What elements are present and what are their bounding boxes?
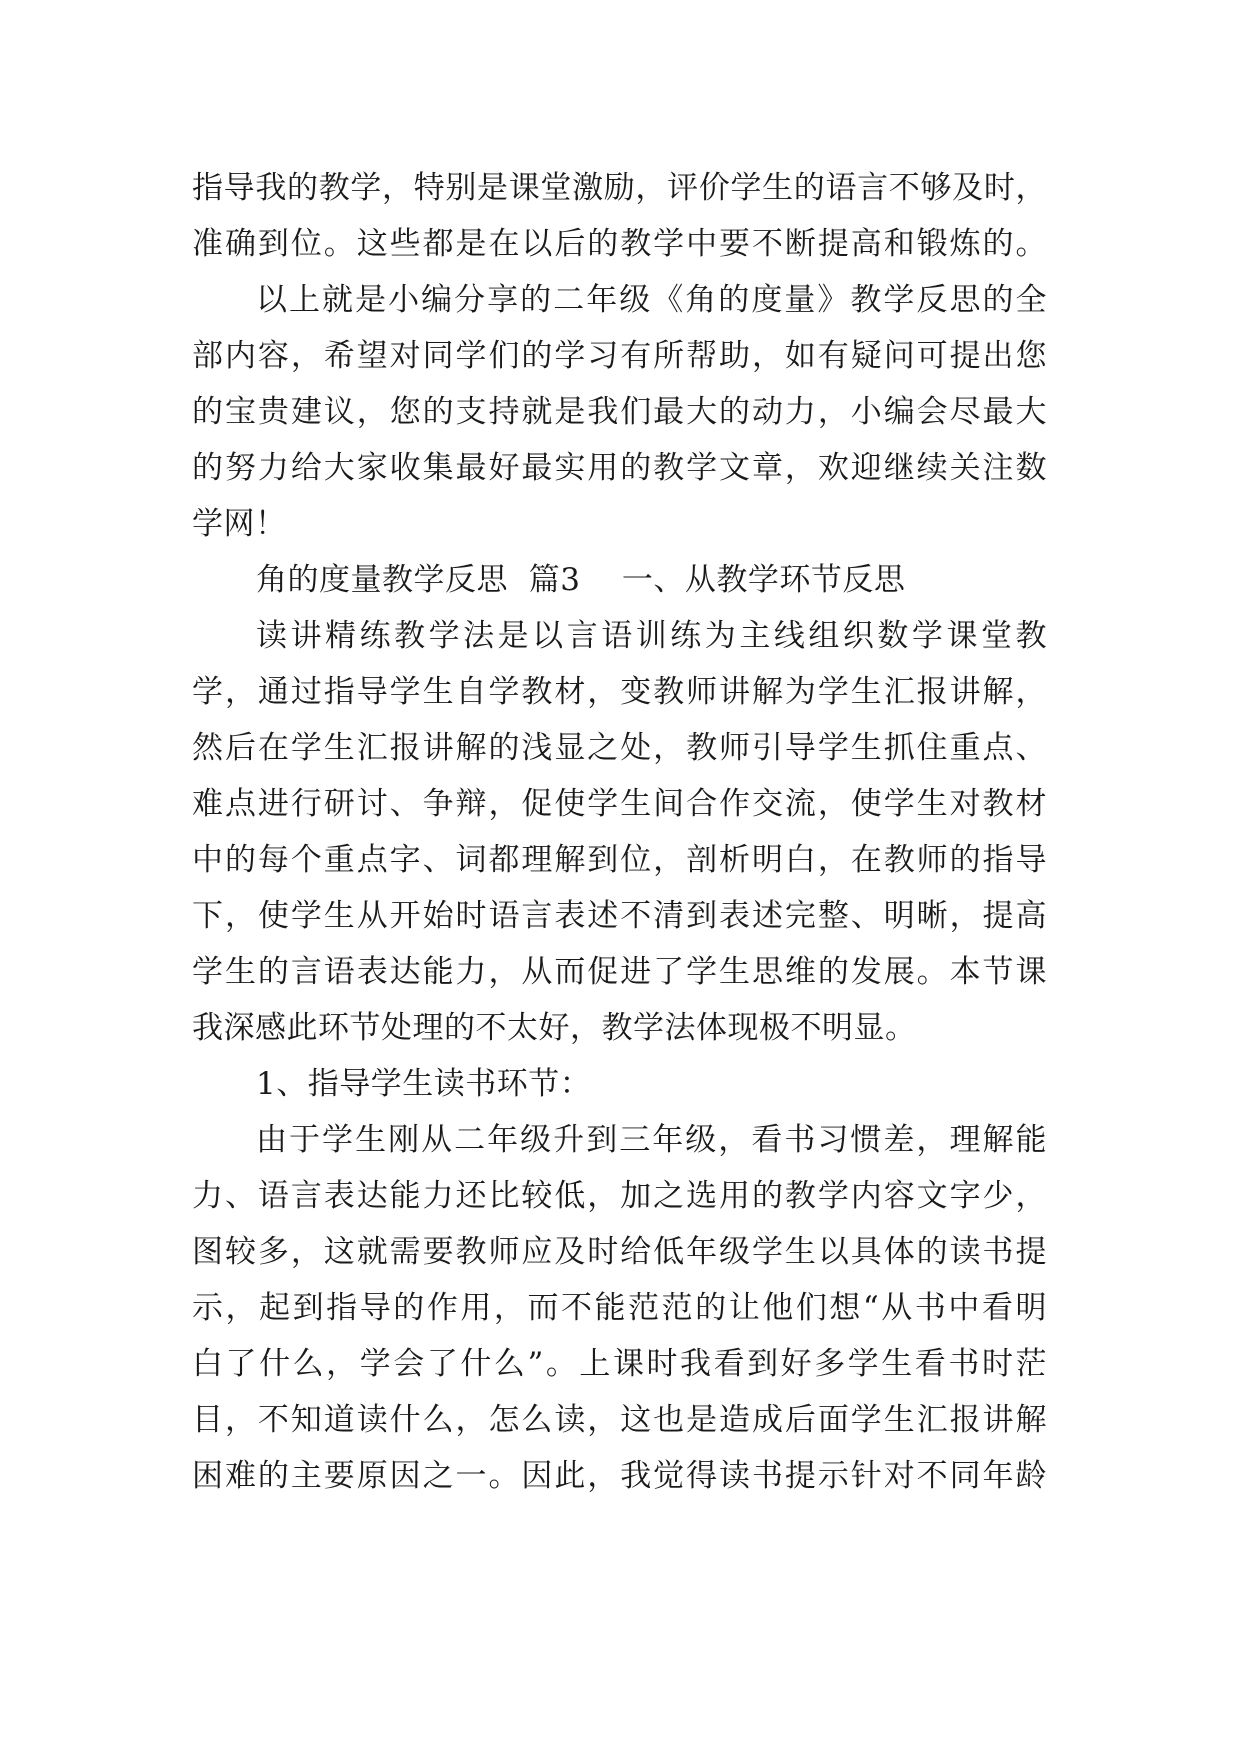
text-line: 我深感此环节处理的不太好，教学法体现极不明显。 bbox=[192, 1010, 917, 1046]
text-line: 示，起到指导的作用，而不能范范的让他们想“从书中看明 bbox=[192, 1290, 1047, 1326]
text-line: 读讲精练教学法是以言语训练为主线组织数学课堂教 bbox=[256, 618, 1047, 654]
text-line: 力、语言表达能力还比较低，加之选用的教学内容文字少， bbox=[192, 1178, 1047, 1214]
text-line: 难点进行研讨、争辩，促使学生间合作交流，使学生对教材 bbox=[192, 786, 1047, 822]
text-line: 的努力给大家收集最好最实用的教学文章，欢迎继续关注数 bbox=[192, 450, 1047, 486]
body-text bbox=[192, 160, 1047, 1504]
text-line: 困难的主要原因之一。因此，我觉得读书提示针对不同年龄 bbox=[192, 1458, 1047, 1494]
text-line: 然后在学生汇报讲解的浅显之处，教师引导学生抓住重点、 bbox=[192, 730, 1047, 766]
text-line: 以上就是小编分享的二年级《角的度量》教学反思的全 bbox=[256, 282, 1047, 318]
text-line: 白了什么，学会了什么”。上课时我看到好多学生看书时茫 bbox=[192, 1346, 1047, 1382]
text-line: 指导我的教学，特别是课堂激励，评价学生的语言不够及时， bbox=[192, 170, 1047, 206]
text-line: 学网！ bbox=[192, 506, 287, 542]
text-line: 的宝贵建议，您的支持就是我们最大的动力，小编会尽最大 bbox=[192, 394, 1047, 430]
text-line: 中的每个重点字、词都理解到位，剖析明白，在教师的指导 bbox=[192, 842, 1047, 878]
text-line: 学，通过指导学生自学教材，变教师讲解为学生汇报讲解， bbox=[192, 674, 1047, 710]
text-line: 下，使学生从开始时语言表述不清到表述完整、明晰，提高 bbox=[192, 898, 1047, 934]
text-line: 学生的言语表达能力，从而促进了学生思维的发展。本节课 bbox=[192, 954, 1047, 990]
text-line: 由于学生刚从二年级升到三年级，看书习惯差，理解能 bbox=[256, 1122, 1047, 1158]
text-line: 部内容，希望对同学们的学习有所帮助，如有疑问可提出您 bbox=[192, 338, 1047, 374]
subsection-heading: 1、指导学生读书环节： bbox=[256, 1066, 592, 1102]
section-heading: 角的度量教学反思 篇3 一、从教学环节反思 bbox=[256, 562, 906, 598]
text-line: 目，不知道读什么，怎么读，这也是造成后面学生汇报讲解 bbox=[192, 1402, 1047, 1438]
text-line: 图较多，这就需要教师应及时给低年级学生以具体的读书提 bbox=[192, 1234, 1047, 1270]
text-line: 准确到位。这些都是在以后的教学中要不断提高和锻炼的。 bbox=[192, 226, 1047, 262]
